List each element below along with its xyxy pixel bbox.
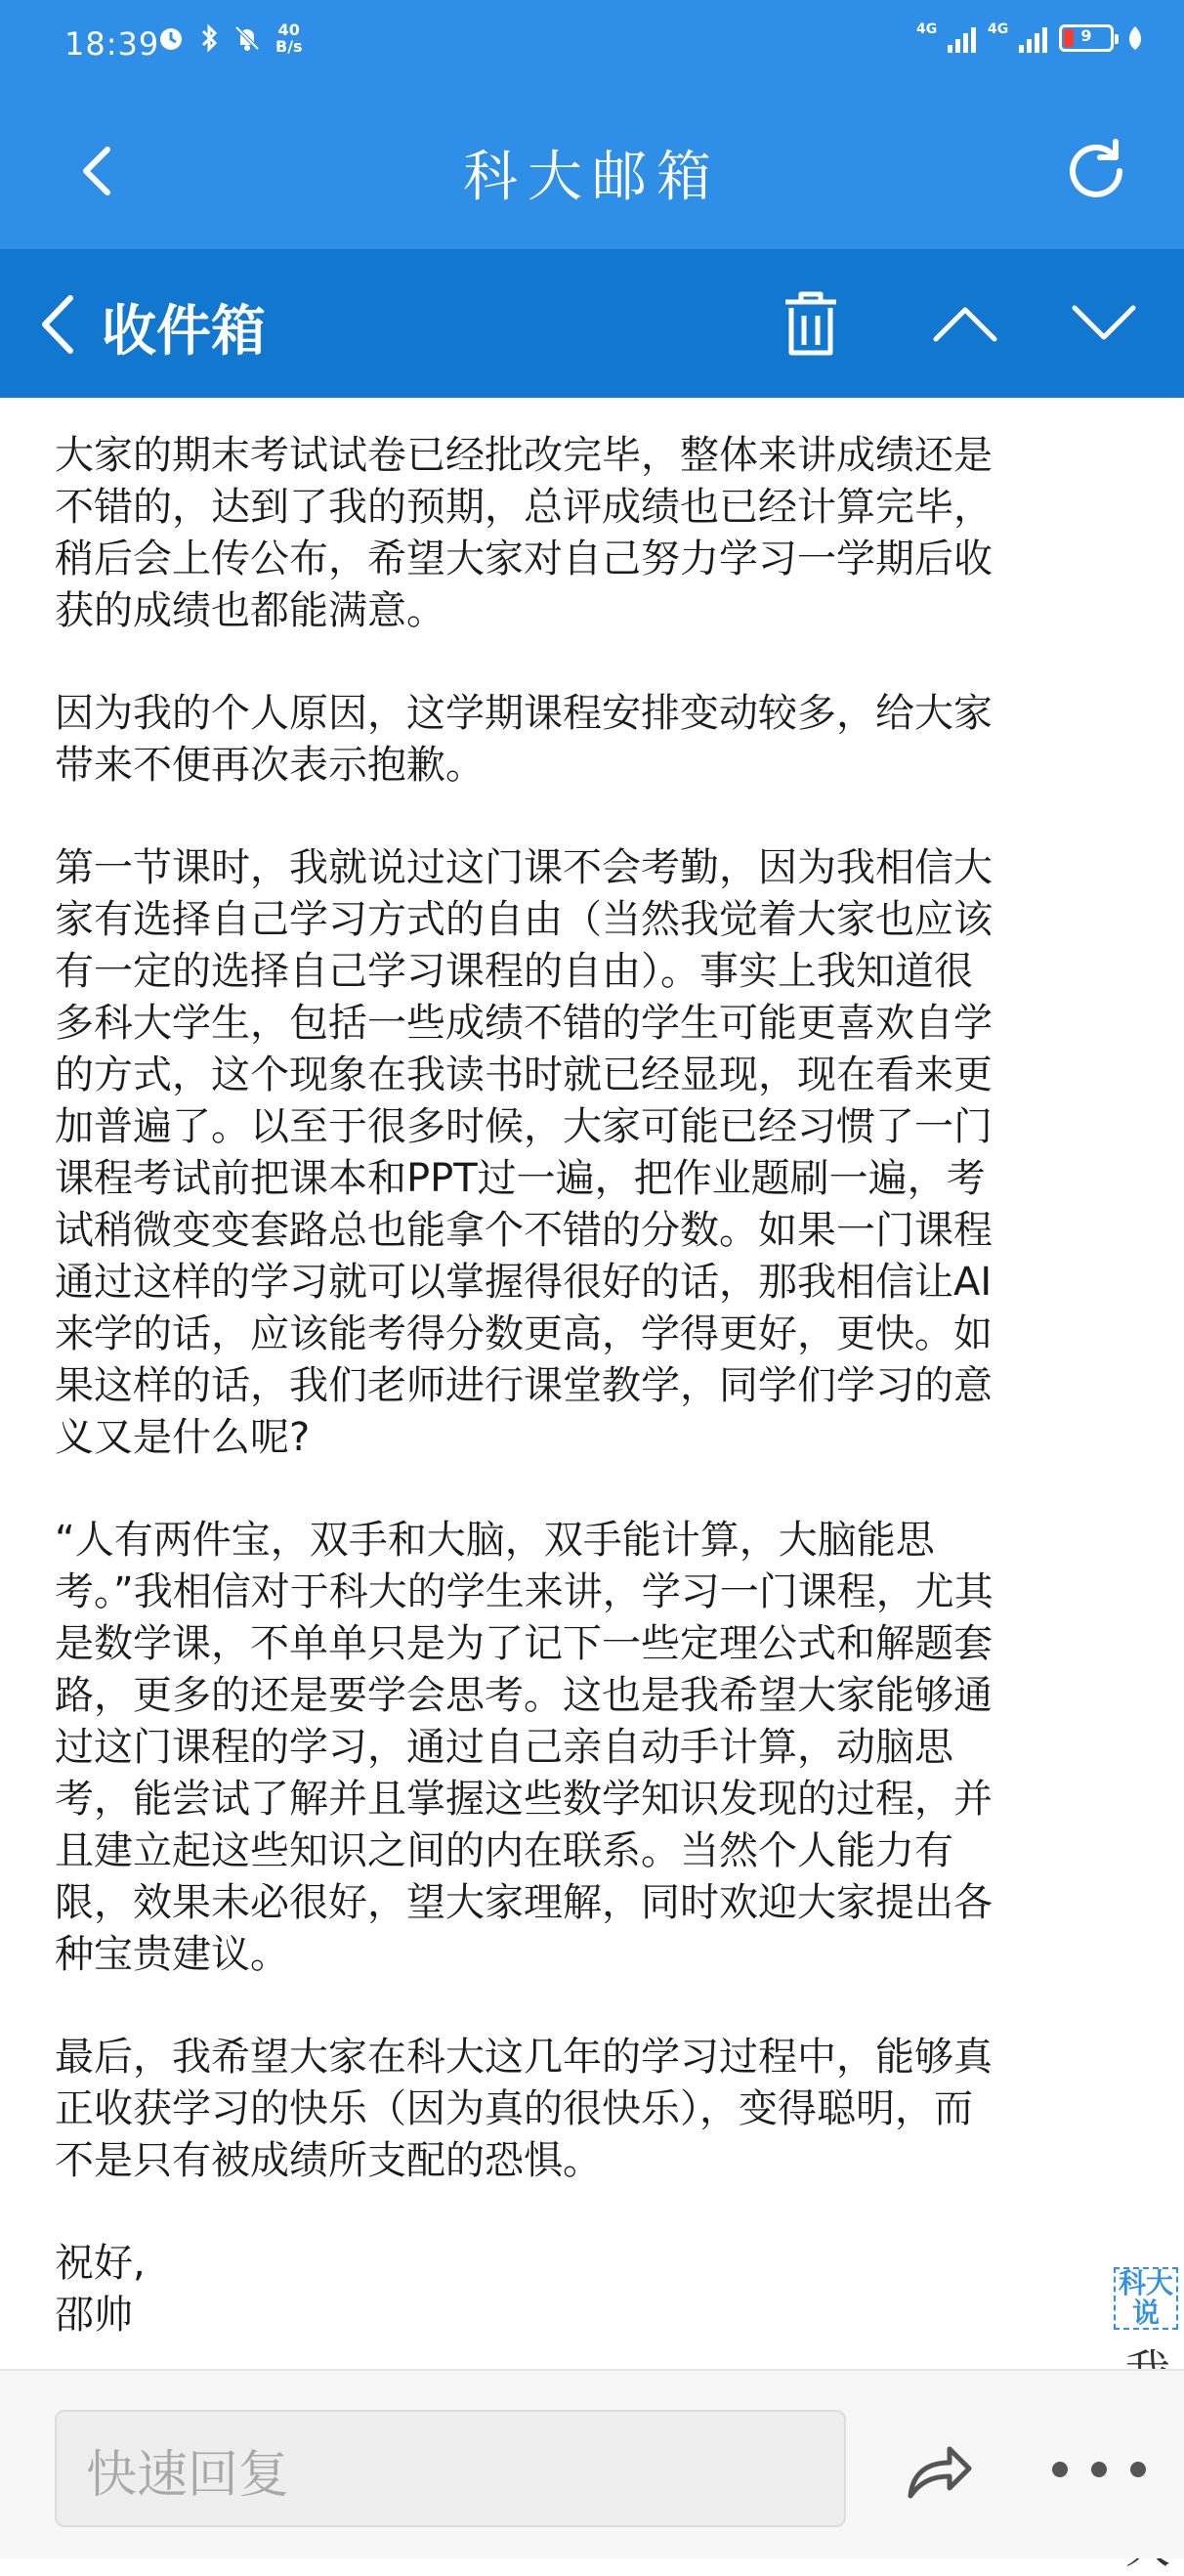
battery-icon <box>1059 24 1114 52</box>
signal-sim1-icon <box>916 23 976 53</box>
email-body <box>55 430 1129 2341</box>
more-options-icon[interactable] <box>1045 2455 1153 2484</box>
mute-icon <box>233 23 262 53</box>
delete-icon[interactable] <box>772 284 850 363</box>
network-speed-unit: B/s <box>275 37 303 56</box>
leaf-icon <box>1125 24 1145 52</box>
folder-name[interactable]: 收件箱 <box>102 300 266 364</box>
email-paragraph: 因为我的个人原因，这学期课程安排变动较多，给大家 带来不便再次表示抱歉。 <box>55 691 993 788</box>
bottom-bar <box>0 2369 1184 2558</box>
quick-reply-input[interactable]: 快速回复 <box>55 2410 846 2527</box>
network-speed-value: 40 <box>277 21 300 39</box>
next-mail-icon[interactable] <box>1067 294 1141 353</box>
forward-icon[interactable] <box>899 2431 977 2510</box>
signal-sim2-icon <box>988 23 1047 53</box>
folder-toolbar <box>0 249 1184 398</box>
network-speed <box>275 21 303 55</box>
app-header <box>0 93 1184 249</box>
alarm-icon <box>156 23 186 53</box>
email-paragraph: 第一节课时，我就说过这门课不会考勤，因为我相信大 家有选择自己学习方式的自由（当然我觉着大家也应该 有一定的选择自己学习课程的自由）。事实上我知道很 多科大学生，包括一些成绩不错的学生可能更喜欢自学 的方式，这个现象在我读书时就已经显现，现在看来更 加普遍了。以至于很多时候，大家可能已经习惯了一门 课程考试前把课本和PPT过一遍，把作业题刷一遍，考 试稍微变变套路总也能拿个不错的分数。如果一门课程 通过这样的学习就可以掌握得很好的话，那我相信让AI 来学的话，应该能考得分数更高，学得更好，更快。如 果这样的话，我们老师进行课堂教学，同学们学习的意 义又是什么呢? <box>55 845 993 1460</box>
email-paragraph: 大家的期末考试试卷已经批改完毕，整体来讲成绩还是 不错的，达到了我的预期，总评成绩也已经计算完毕， 稍后会上传公布，希望大家对自己努力学习一学期后收 获的成绩也都能满意。 <box>55 433 993 633</box>
app-title: 科大邮箱 <box>463 146 721 209</box>
status-bar <box>0 0 1184 93</box>
folder-back-icon[interactable] <box>37 294 80 355</box>
status-time: 18:39 <box>64 25 160 63</box>
status-right-icons <box>916 23 1145 53</box>
status-left-icons <box>156 21 303 55</box>
bluetooth-icon <box>199 23 219 53</box>
watermark-logo: 科大 说 <box>1114 2267 1178 2330</box>
sim1-label: 4G <box>916 21 938 37</box>
email-signature: 邵帅 <box>55 2293 133 2338</box>
email-paragraph: 最后，我希望大家在科大这几年的学习过程中，能够真 正收获学习的快乐（因为真的很快乐），变得聪明，而 不是只有被成绩所支配的恐惧。 <box>55 2035 993 2183</box>
email-closing: 祝好, <box>55 2241 146 2286</box>
sim2-label: 4G <box>988 21 1009 37</box>
battery-level: 9 <box>1080 26 1092 45</box>
previous-mail-icon[interactable] <box>928 294 1002 353</box>
email-paragraph: “人有两件宝，双手和大脑，双手能计算，大脑能思 考。”我相信对于科大的学生来讲，学习一门课程，尤其 是数学课，不单单只是为了记下一些定理公式和解题套 路，更多的还是要学会思考。这也是我希望大家能够通 过这门课程的学习，通过自己亲自动手计算，动脑思 考，能尝试了解并且掌握这些数学知识发现的过程，并 且建立起这些知识之间的内在联系。当然个人能力有 限，效果未必很好，望大家理解，同时欢迎大家提出各 种宝贵建议。 <box>55 1518 994 1977</box>
refresh-icon[interactable] <box>1061 136 1131 206</box>
